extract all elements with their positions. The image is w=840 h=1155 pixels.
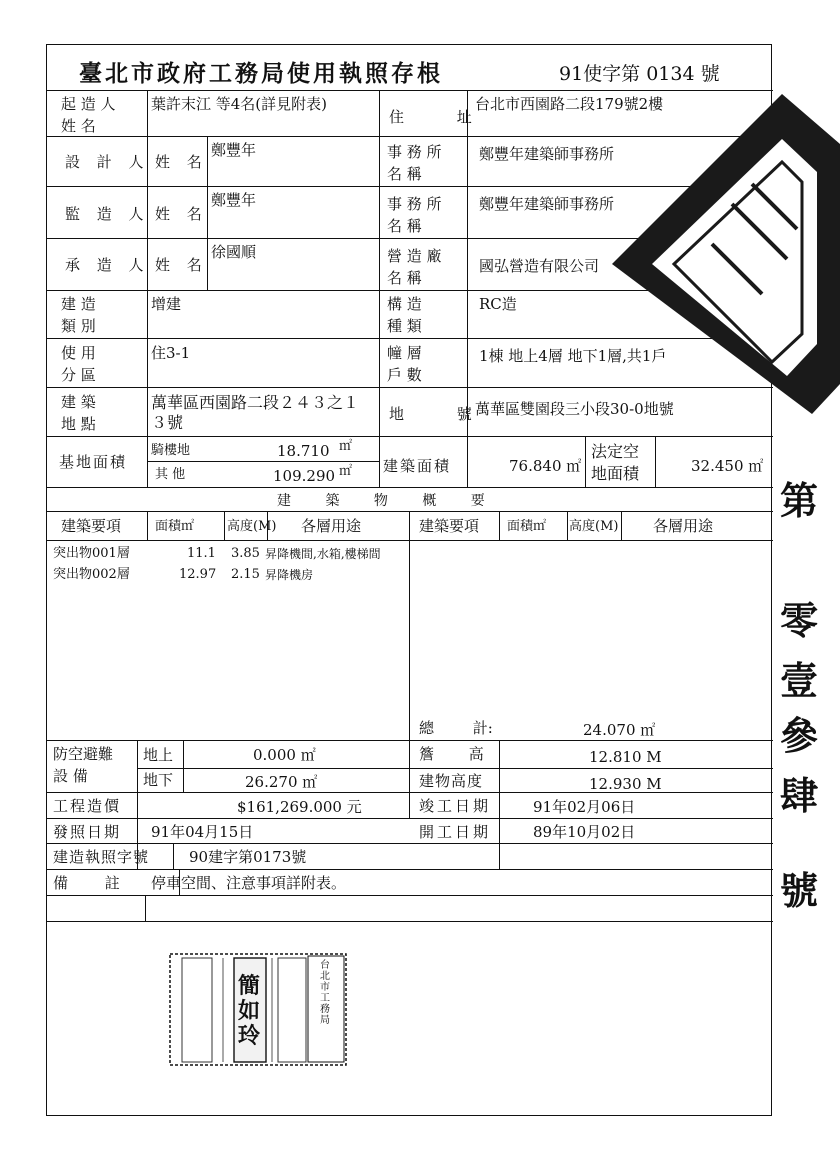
open-space-label: 法定空 地面積	[591, 442, 640, 483]
eaves-height-label: 簷 高	[419, 745, 484, 763]
table-row-2-area: 12.97	[179, 567, 217, 582]
lot-value: 萬華區雙園段三小段30-0地號	[475, 400, 674, 418]
designer-name: 鄭豐年	[211, 141, 257, 159]
address-value: 台北市西園路二段179號2樓	[475, 95, 664, 113]
other-value: 109.290	[273, 467, 336, 485]
designer-office-label: 事 務 所 名 稱	[387, 143, 442, 183]
arcade-value: 18.710	[277, 442, 330, 460]
remarks-value: 停車空間、注意事項詳附表。	[151, 874, 347, 892]
contractor-office: 國弘營造有限公司	[479, 257, 600, 275]
building-area-label: 建築面積	[383, 457, 452, 475]
side-char-1: 第	[780, 479, 819, 523]
completion-label: 竣工日期	[419, 797, 492, 815]
supervisor-office: 鄭豐年建築師事務所	[479, 195, 615, 213]
col-height-2: 高度(M)	[569, 519, 619, 534]
permit-number: 91使字第 0134 號	[559, 63, 720, 85]
zoning-label: 使 用 分 區	[61, 344, 96, 384]
official-stamp	[168, 952, 348, 1067]
side-char-4: 參	[780, 714, 819, 758]
cost-value: $161,269.000 元	[237, 798, 362, 816]
base-area-label: 基地面積	[59, 453, 128, 471]
lot-label: 地 號	[389, 405, 496, 423]
site-address-line1: 萬華區西園路二段２４３之１	[151, 393, 360, 412]
col-item-2: 建築要項	[419, 517, 480, 535]
side-char-2: 零	[780, 599, 819, 643]
total-value: 24.070 ㎡	[583, 721, 656, 739]
contractor-office-label: 營 造 廠 名 稱	[387, 247, 442, 287]
designer-role: 設 計 人	[65, 153, 150, 171]
start-date-value: 89年10月02日	[533, 823, 636, 841]
issue-date-value: 91年04月15日	[151, 823, 254, 841]
building-height-label: 建物高度	[419, 772, 484, 790]
supervisor-role: 監 造 人	[65, 205, 150, 223]
site-address-label: 建 築 地 點	[61, 393, 96, 433]
building-height-value: 12.930 M	[589, 775, 662, 793]
overview-title: 建 築 物 概 要	[277, 493, 485, 509]
stamp-name: 簡如玲	[238, 973, 261, 1049]
contractor-role: 承 造 人	[65, 256, 150, 274]
cost-label: 工程造價	[53, 797, 122, 815]
stamp-text: 台北市工務局	[320, 960, 330, 1026]
col-area: 面積㎡	[155, 519, 195, 534]
site-address-line2: ３號	[151, 413, 184, 432]
total-label: 總 計:	[419, 719, 493, 737]
table-row-1-item: 突出物001層	[53, 546, 130, 561]
table-row-2-height: 2.15	[231, 567, 260, 582]
floors-label: 幢 層 戶 數	[387, 344, 422, 384]
contractor-name: 徐國順	[211, 243, 257, 261]
building-area-value: 76.840 ㎡	[509, 457, 582, 475]
contractor-name-label: 姓 名	[155, 256, 208, 274]
start-date-label: 開工日期	[419, 823, 492, 841]
col-height: 高度(M)	[227, 519, 277, 534]
zoning-value: 住3-1	[151, 344, 191, 362]
air-raid-label: 防空避難 設 備	[53, 745, 114, 785]
col-use-2: 各層用途	[653, 517, 714, 535]
permit-ref-value: 90建字第0173號	[189, 848, 307, 866]
col-item: 建築要項	[61, 517, 122, 535]
open-space-value: 32.450 ㎡	[691, 457, 764, 475]
applicant-label: 起 造 人 姓 名	[61, 95, 116, 135]
eaves-height-value: 12.810 M	[589, 748, 662, 766]
structure-label: 構 造 種 類	[387, 295, 422, 335]
table-row-1-area: 11.1	[187, 546, 216, 561]
supervisor-name-label: 姓 名	[155, 205, 208, 223]
designer-name-label: 姓 名	[155, 153, 208, 171]
other-label: 其 他	[155, 467, 186, 482]
air-raid-below-value: 26.270 ㎡	[245, 773, 318, 791]
table-row-2-use: 昇降機房	[265, 568, 314, 582]
arcade-label: 騎樓地	[151, 443, 191, 458]
table-row-2-item: 突出物002層	[53, 567, 130, 582]
side-char-5: 肆	[780, 774, 819, 818]
col-area-2: 面積㎡	[507, 519, 547, 534]
table-row-1-use: 昇降機間,水箱,樓梯間	[265, 547, 381, 561]
applicant-value: 葉許末江 等4名(詳見附表)	[151, 95, 328, 113]
supervisor-office-label: 事 務 所 名 稱	[387, 195, 442, 235]
air-raid-above-label: 地上	[143, 746, 174, 764]
structure-value: RC造	[479, 295, 517, 313]
build-type-label: 建 造 類 別	[61, 295, 96, 335]
address-label: 住 址	[389, 108, 496, 126]
permit-ref-label: 建造執照字號	[53, 848, 150, 866]
black-seal-stamp	[612, 84, 840, 464]
col-use: 各層用途	[301, 517, 362, 535]
build-type-value: 增建	[151, 295, 182, 313]
table-row-1-height: 3.85	[231, 546, 260, 561]
air-raid-above-value: 0.000 ㎡	[253, 746, 316, 764]
air-raid-below-label: 地下	[143, 771, 174, 789]
other-unit: ㎡	[339, 464, 353, 479]
issue-date-label: 發照日期	[53, 823, 122, 841]
side-char-6: 號	[780, 869, 819, 913]
side-char-3: 壹	[780, 659, 819, 703]
remarks-label: 備 註	[53, 874, 120, 892]
designer-office: 鄭豐年建築師事務所	[479, 145, 615, 163]
arcade-unit: ㎡	[339, 439, 353, 454]
supervisor-name: 鄭豐年	[211, 191, 257, 209]
completion-value: 91年02月06日	[533, 798, 636, 816]
document-title: 臺北市政府工務局使用執照存根	[79, 60, 443, 87]
floors-value: 1棟 地上4層 地下1層,共1戶	[479, 347, 667, 365]
